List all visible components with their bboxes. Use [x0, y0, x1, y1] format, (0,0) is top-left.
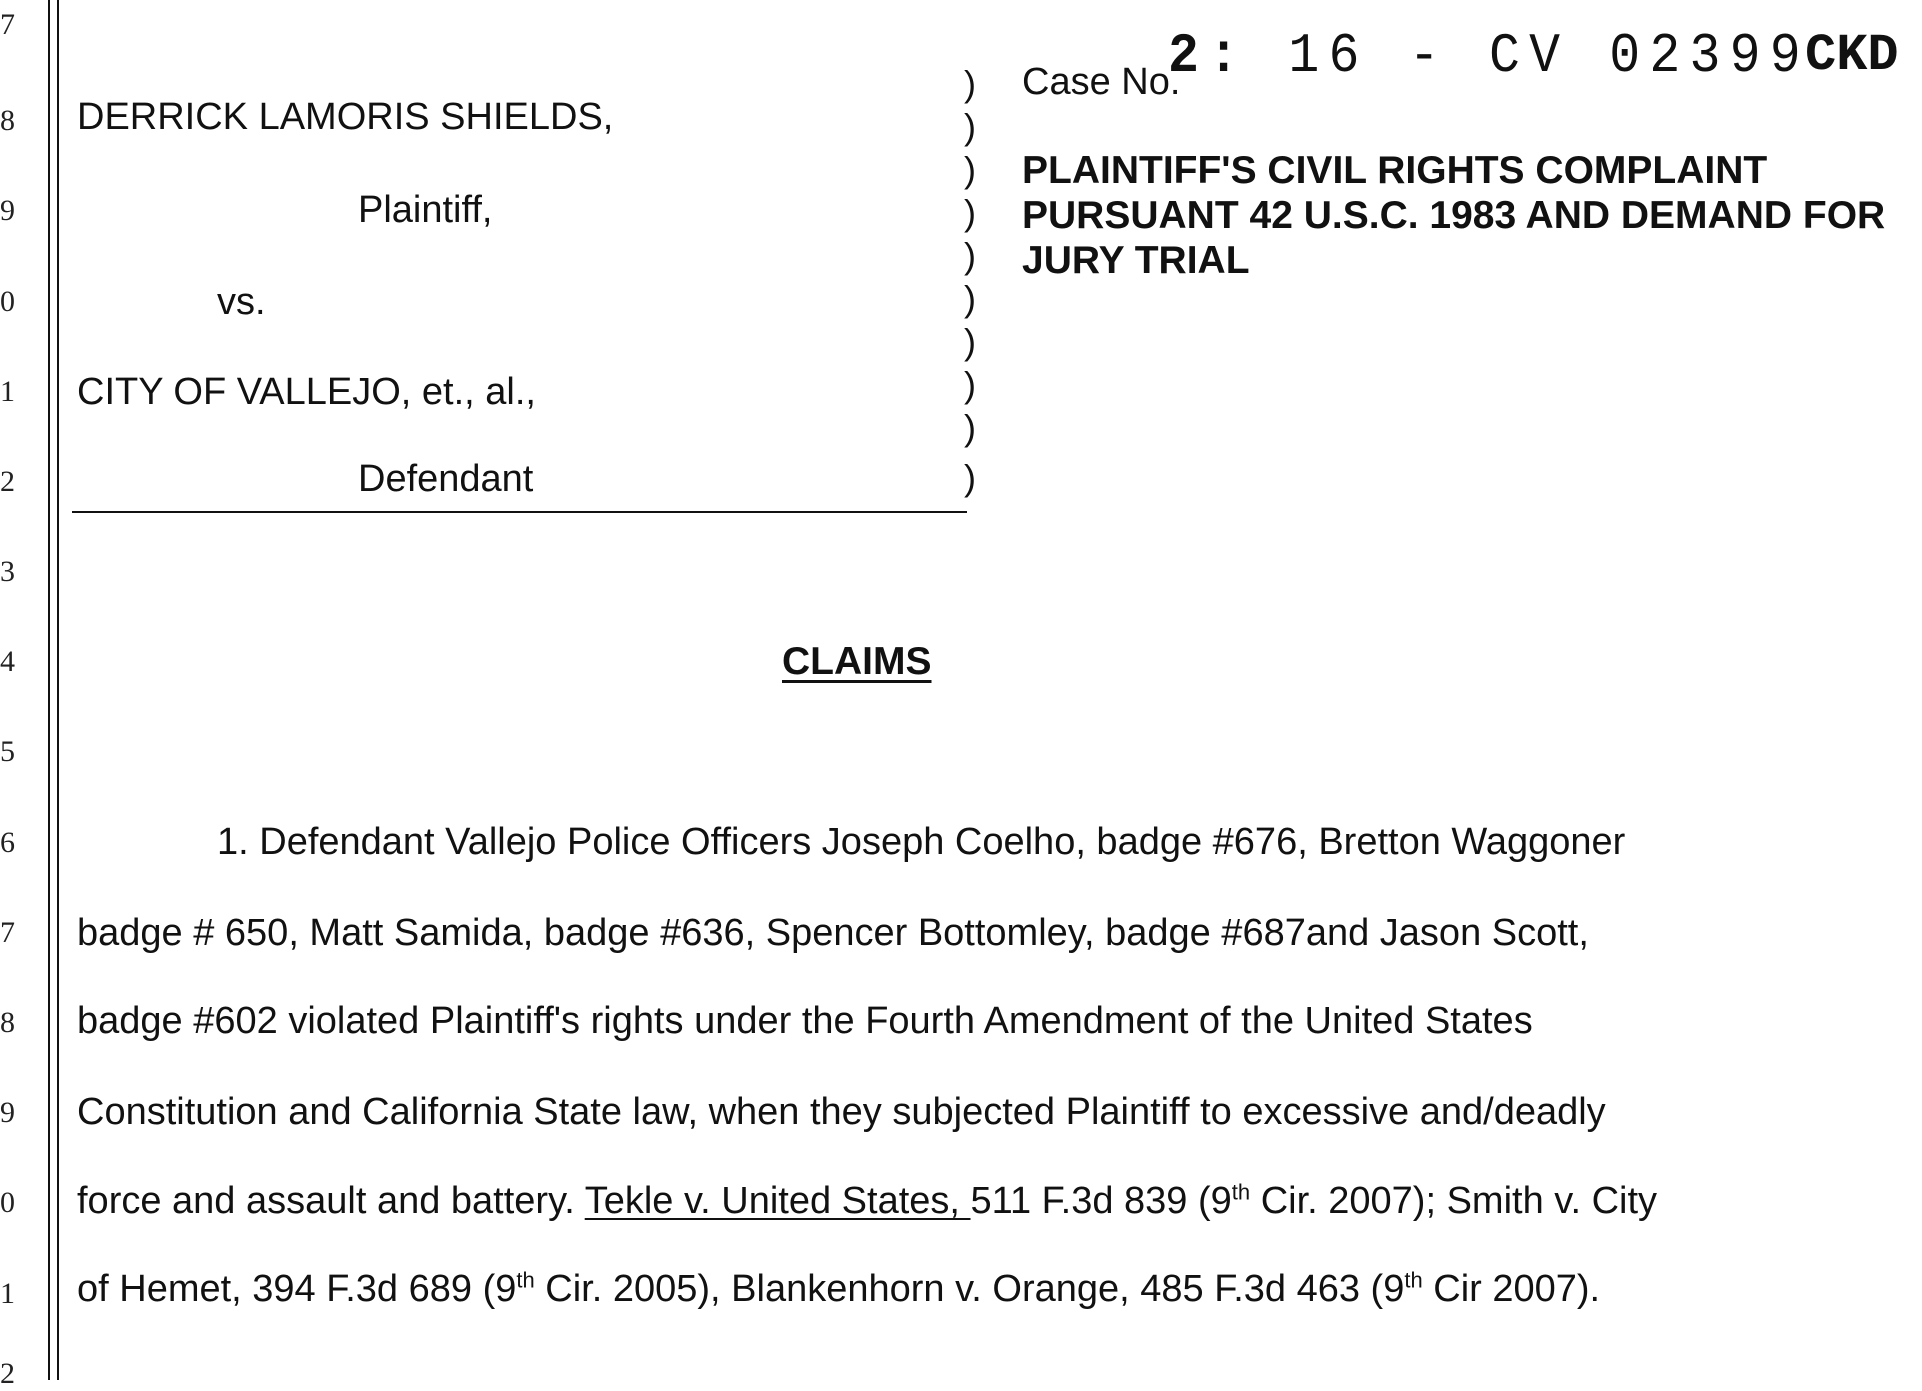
claim-1-line-5-text-b: 511 F.3d 839 (9 — [970, 1180, 1232, 1222]
line-number: 8 — [0, 104, 15, 137]
paren: ) — [964, 278, 976, 319]
ordinal-superscript: th — [1231, 1179, 1251, 1205]
claim-1-line-6-text-c: Cir 2007). — [1422, 1268, 1601, 1310]
paren: ) — [964, 106, 976, 147]
paren: ) — [964, 457, 976, 498]
line-number: 9 — [0, 194, 15, 227]
line-number: 1 — [0, 1277, 15, 1310]
case-number-rest: 16 - CV 02399 — [1288, 24, 1810, 88]
claims-heading: CLAIMS — [782, 640, 932, 683]
line-number: 6 — [0, 826, 15, 859]
caption-underline — [72, 511, 967, 513]
line-number: 0 — [0, 1186, 15, 1219]
line-number: 1 — [0, 375, 15, 408]
ordinal-superscript: th — [1404, 1267, 1423, 1293]
line-number: 9 — [0, 1096, 15, 1129]
claim-1-line-5-text-c: Cir. 2007); Smith v. City — [1250, 1180, 1658, 1222]
line-number: 7 — [0, 916, 15, 949]
claim-1-line-2: badge # 650, Matt Samida, badge #636, Spencer Bottomley, badge #687and Jason Scott, — [77, 912, 1589, 954]
margin-rule-outer — [48, 0, 50, 1380]
defendant-label: Defendant — [358, 458, 534, 500]
case-citation-tekle: Tekle v. United States, — [584, 1180, 971, 1222]
line-number: 2 — [0, 1357, 15, 1390]
paren: ) — [964, 149, 976, 190]
paren: ) — [964, 192, 976, 233]
plaintiff-label: Plaintiff, — [358, 189, 493, 231]
paren: ) — [964, 364, 976, 405]
paren: ) — [964, 321, 976, 362]
claim-1-line-6-text-b: Cir. 2005), Blankenhorn v. Orange, 485 F.3d 463 (9 — [534, 1268, 1405, 1310]
line-number: 2 — [0, 465, 15, 498]
margin-rule-inner — [57, 0, 59, 1380]
case-number — [1168, 24, 1810, 88]
plaintiff-name: DERRICK LAMORIS SHIELDS, — [77, 96, 614, 138]
claim-1-line-3: badge #602 violated Plaintiff's rights under the Fourth Amendment of the United States — [77, 1000, 1533, 1042]
line-number: 4 — [0, 645, 15, 678]
paren: ) — [964, 235, 976, 276]
claim-1-line-5-text-a: force and assault and battery. — [77, 1180, 585, 1222]
complaint-title: PLAINTIFF'S CIVIL RIGHTS COMPLAINT PURSUANT 42 U.S.C. 1983 AND DEMAND FOR JURY TRIAL — [1022, 149, 1886, 282]
claim-1-line-4: Constitution and California State law, when they subjected Plaintiff to excessive and/deadly — [77, 1091, 1606, 1133]
case-number-label: Case No. — [1022, 61, 1181, 103]
claim-1-line-6-text-a: of Hemet, 394 F.3d 689 (9 — [77, 1268, 517, 1310]
claim-1-line-5 — [77, 1179, 1658, 1222]
paren: ) — [964, 407, 976, 448]
line-number: 5 — [0, 735, 15, 768]
versus-label: vs. — [217, 281, 266, 323]
defendant-name: CITY OF VALLEJO, et., al., — [77, 371, 536, 413]
line-number: 8 — [0, 1006, 15, 1039]
line-number: 3 — [0, 555, 15, 588]
line-number: 0 — [0, 285, 15, 318]
paren: ) — [964, 63, 976, 104]
line-number: 7 — [0, 8, 15, 41]
ordinal-superscript: th — [516, 1267, 535, 1293]
claim-1-line-1: 1. Defendant Vallejo Police Officers Joseph Coelho, badge #676, Bretton Waggoner — [217, 821, 1626, 863]
case-number-prefix: 2: — [1168, 24, 1249, 88]
case-judge-initials: CKD — [1805, 26, 1899, 85]
claim-1-line-6 — [77, 1267, 1601, 1310]
